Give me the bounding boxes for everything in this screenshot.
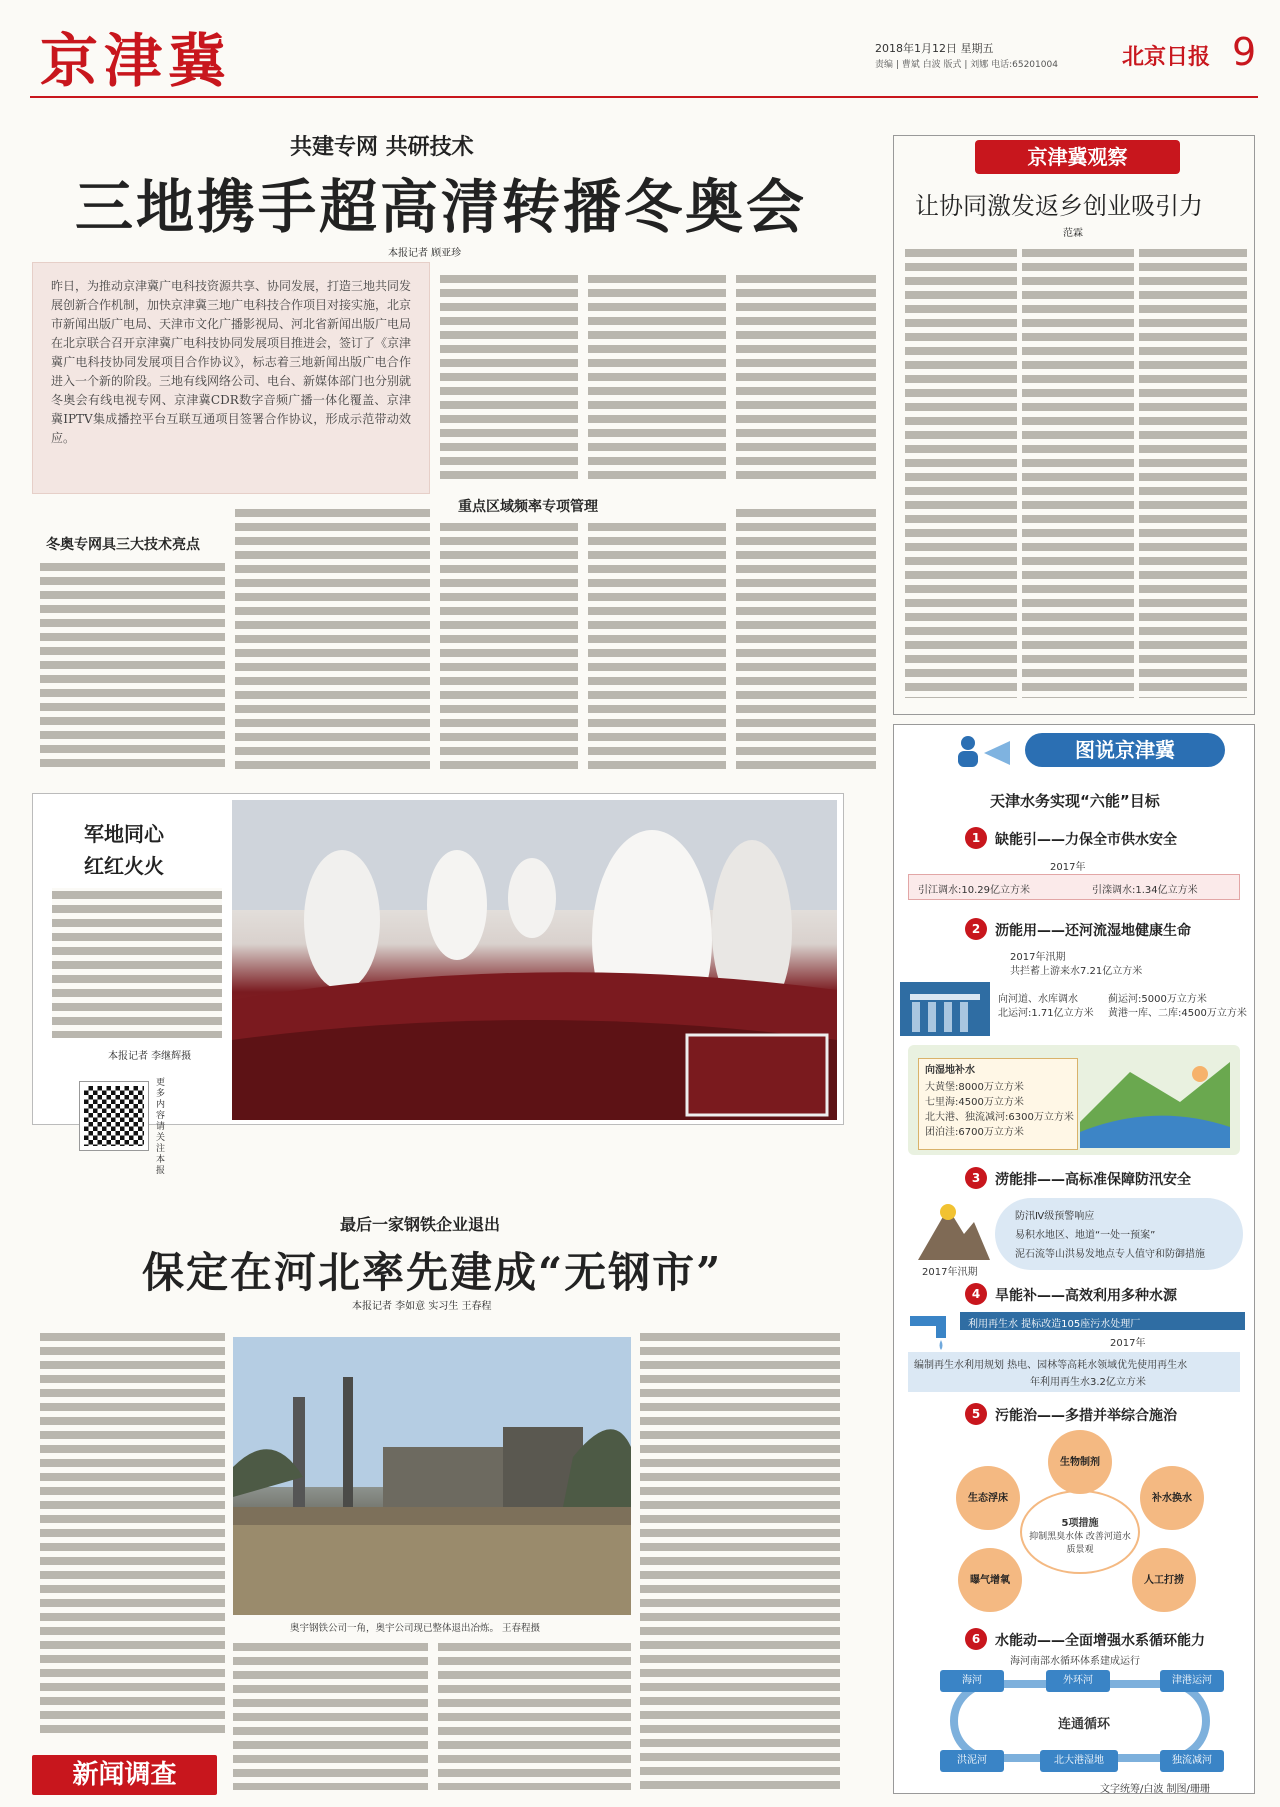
s3-item3: 泥石流等山洪易发地点专人值守和防御措施 bbox=[1015, 1249, 1205, 1260]
observation-col1 bbox=[905, 246, 1017, 698]
s2-item3: 蓟运河:5000万立方米 bbox=[1108, 994, 1207, 1005]
wetland-item-1: 大黄堡:8000万立方米 bbox=[925, 1082, 1024, 1093]
s1-year: 2017年 bbox=[1050, 862, 1086, 873]
observation-title[interactable]: 让协同激发返乡创业吸引力 bbox=[915, 192, 1203, 220]
section-4-title: 旱能补——高效利用多种水源 bbox=[995, 1288, 1177, 1304]
story1-body-col3b bbox=[588, 520, 726, 772]
s6-node-hongni: 洪泥河 bbox=[940, 1750, 1004, 1772]
person-icon bbox=[950, 733, 1016, 767]
s2-item4: 黄港一库、二库:4500万立方米 bbox=[1108, 1008, 1247, 1019]
s1-item2: 引滦调水:1.34亿立方米 bbox=[1092, 885, 1198, 896]
story1-body-col1b bbox=[235, 506, 430, 772]
section-3-title: 涝能排——高标准保障防汛安全 bbox=[995, 1172, 1191, 1188]
s5-petal-manual-salvage: 人工打捞 bbox=[1132, 1548, 1196, 1612]
s6-node-haihe: 海河 bbox=[940, 1670, 1004, 1692]
observation-col3 bbox=[1139, 246, 1247, 698]
infographic-headline[interactable]: 天津水务实现“六能”目标 bbox=[990, 792, 1160, 810]
story1-body-col4 bbox=[736, 272, 876, 482]
story2-photo[interactable] bbox=[233, 1337, 631, 1615]
page-number: 9 bbox=[1232, 30, 1257, 74]
story1-body-col1 bbox=[40, 560, 225, 772]
army-byline: 本报记者 李继辉摄 bbox=[108, 1051, 192, 1062]
s6-sub: 海河南部水循环体系建成运行 bbox=[1010, 1656, 1140, 1667]
army-title[interactable] bbox=[84, 818, 164, 882]
mountain-icon bbox=[918, 1198, 990, 1260]
s6-node-beidagang: 北大港湿地 bbox=[1040, 1750, 1118, 1772]
army-title-line1: 军地同心 bbox=[84, 822, 164, 846]
header-rule bbox=[30, 96, 1258, 98]
story2-col3b bbox=[438, 1640, 631, 1790]
s5-center-label: 5项措施 bbox=[1061, 1518, 1099, 1529]
story2-col4 bbox=[640, 1330, 840, 1790]
section-tag-news-survey: 新闻调查 bbox=[32, 1755, 217, 1795]
story2-headline[interactable]: 保定在河北率先建成“无钢市” bbox=[142, 1248, 723, 1297]
s5-petal-floating-bed: 生态浮床 bbox=[956, 1466, 1020, 1530]
observation-author: 范霖 bbox=[1063, 228, 1083, 239]
story2-byline: 本报记者 李如意 实习生 王春程 bbox=[352, 1301, 492, 1312]
paper-name: 北京日报 bbox=[1122, 44, 1211, 70]
story1-body-col3 bbox=[588, 272, 726, 482]
wetland-item-4: 团泊洼:6700万立方米 bbox=[925, 1127, 1024, 1138]
s4-item3: 年利用再生水3.2亿立方米 bbox=[1030, 1377, 1146, 1388]
photo-workers-dates bbox=[232, 800, 837, 1120]
s3-item2: 易积水地区、地道“一处一预案” bbox=[1015, 1230, 1156, 1241]
date-line: 2018年1月12日 星期五 bbox=[875, 42, 994, 55]
section-2-number: 2 bbox=[965, 918, 987, 940]
section-2-title: 沥能用——还河流湿地健康生命 bbox=[995, 923, 1191, 939]
s5-center-sub: 抑制黑臭水体 改善河道水质景观 bbox=[1029, 1532, 1131, 1555]
section-1-number: 1 bbox=[965, 827, 987, 849]
section-4-number: 4 bbox=[965, 1283, 987, 1305]
qr-code[interactable] bbox=[80, 1082, 148, 1150]
army-photo[interactable] bbox=[232, 800, 837, 1120]
section-3-number: 3 bbox=[965, 1167, 987, 1189]
story1-body-col2 bbox=[440, 272, 578, 482]
section-5-number: 5 bbox=[965, 1403, 987, 1425]
story2-col2b bbox=[233, 1640, 428, 1790]
army-body bbox=[52, 888, 222, 1038]
story1-byline: 本报记者 顾亚珍 bbox=[388, 248, 462, 259]
photo-steel-plant bbox=[233, 1337, 631, 1615]
s5-petal-biological: 生物制剂 bbox=[1048, 1430, 1112, 1494]
section-5-title: 污能治——多措并举综合施治 bbox=[995, 1408, 1177, 1424]
s2-item2: 北运河:1.71亿立方米 bbox=[998, 1008, 1094, 1019]
wetland-item-3: 北大港、独流减河:6300万立方米 bbox=[925, 1112, 1074, 1123]
story1-lead-box bbox=[32, 262, 430, 494]
observation-tag: 京津冀观察 bbox=[975, 140, 1180, 174]
story2-kicker: 最后一家钢铁企业退出 bbox=[340, 1215, 501, 1234]
infographic-tag: 图说京津冀 bbox=[1025, 733, 1225, 767]
s4-item2: 编制再生水利用规划 热电、园林等高耗水领域优先使用再生水 bbox=[914, 1360, 1188, 1371]
s1-item1: 引江调水:10.29亿立方米 bbox=[918, 885, 1030, 896]
wetland-list-title: 向湿地补水 bbox=[925, 1065, 975, 1076]
wetland-illustration bbox=[1080, 1052, 1230, 1148]
army-title-line2: 红红火火 bbox=[84, 854, 164, 878]
wetland-list bbox=[918, 1058, 1078, 1150]
section-1-title: 缺能引——力保全市供水安全 bbox=[995, 832, 1177, 848]
masthead: 京津冀 bbox=[40, 27, 233, 95]
faucet-icon bbox=[910, 1310, 960, 1350]
story1-subhead-1: 冬奥专网具三大技术亮点 bbox=[46, 537, 200, 553]
story1-lead-text: 昨日，为推动京津冀广电科技资源共享、协同发展，打造三地共同发展创新合作机制，加快京津冀三地广电科技合作项目对接实施，北京市新闻出版广电局、天津市文化广播影视局、河北省新闻出版广电局在北京联合召开京津冀广电科技协同发展项目推进会，签订了《京津冀广电科技协同发展项目合作协议》，标志着三地新闻出版广电合作进入一个新的阶段。三地有线网络公司、电台、新媒体部门也分别就冬奥会有线电视专网、京津冀CDR数字音频广播一体化覆盖、京津冀IPTV集成播控平台互联互通项目签署合作协议，形成示范带动效应。 bbox=[51, 279, 411, 445]
observation-col2 bbox=[1022, 246, 1134, 698]
story1-subhead-2: 重点区域频率专项管理 bbox=[458, 499, 598, 515]
section-6-title: 水能动——全面增强水系循环能力 bbox=[995, 1633, 1205, 1649]
s4-item1: 利用再生水 提标改造105座污水处理厂 bbox=[968, 1319, 1141, 1330]
s2-item1: 向河道、水库调水 bbox=[998, 994, 1078, 1005]
story2-photo-caption: 奥宇钢铁公司一角，奥宇公司现已整体退出冶炼。 王春程摄 bbox=[290, 1623, 541, 1634]
wetland-item-2: 七里海:4500万立方米 bbox=[925, 1097, 1024, 1108]
s5-petal-aeration: 曝气增氧 bbox=[958, 1548, 1022, 1612]
section-6-number: 6 bbox=[965, 1628, 987, 1650]
s3-item1: 防汛Ⅳ级预警响应 bbox=[1015, 1211, 1095, 1222]
story1-body-col4b bbox=[736, 506, 876, 772]
s2-note: 共拦蓄上游来水7.21亿立方米 bbox=[1010, 966, 1143, 977]
s4-year: 2017年 bbox=[1110, 1338, 1146, 1349]
staff-line: 责编 | 曹斌 白波 版式 | 刘娜 电话:65201004 bbox=[875, 60, 1058, 70]
story2-col1 bbox=[40, 1330, 225, 1735]
s6-node-waihuan: 外环河 bbox=[1046, 1670, 1110, 1692]
story1-body-col2b bbox=[440, 520, 578, 772]
infographic-credit: 文字统筹/白波 制图/珊珊 bbox=[1100, 1784, 1210, 1795]
story1-headline[interactable]: 三地携手超高清转播冬奥会 bbox=[75, 173, 808, 241]
s6-node-duliu: 独流减河 bbox=[1160, 1750, 1224, 1772]
dam-illustration bbox=[900, 982, 990, 1036]
qr-caption: 更多内容请关注本报 bbox=[156, 1078, 166, 1176]
story1-kicker: 共建专网 共研技术 bbox=[290, 134, 474, 160]
s3-label: 2017年汛期 bbox=[922, 1267, 978, 1278]
s5-petal-water-replace: 补水换水 bbox=[1140, 1466, 1204, 1530]
s5-center bbox=[1020, 1490, 1140, 1574]
s2-year: 2017年汛期 bbox=[1010, 952, 1066, 963]
s6-center: 连通循环 bbox=[1058, 1717, 1111, 1732]
s6-node-jingang: 津港运河 bbox=[1160, 1670, 1224, 1692]
